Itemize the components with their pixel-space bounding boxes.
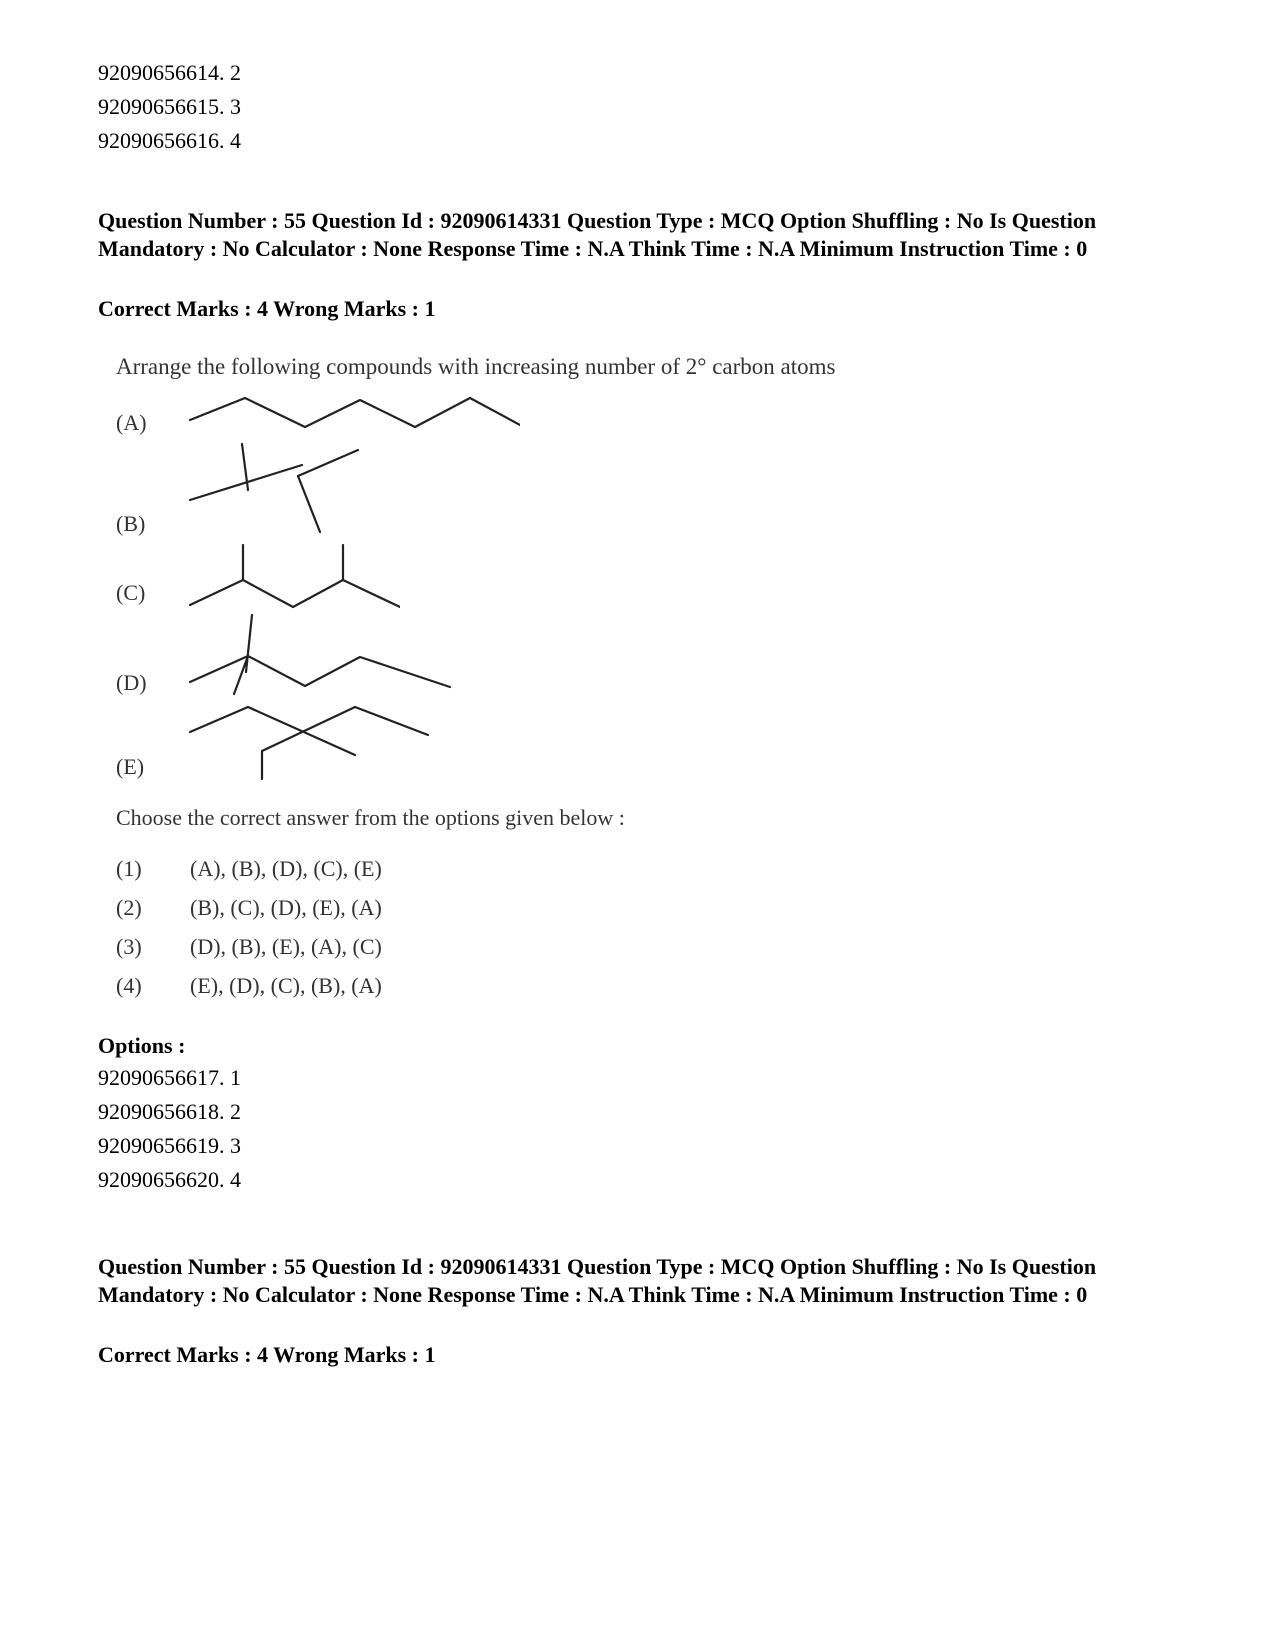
- next-question-meta: Question Number : 55 Question Id : 92090614331 Question Type : MCQ Option Shuffling : No Is Question Mandatory : No Calculator : None Response Time : N.A Think Time : N.A Minimum Instruction Time : 0: [98, 1254, 1097, 1307]
- question-meta: Question Number : 55 Question Id : 92090614331 Question Type : MCQ Option Shuffling : No Is Question Mandatory : No Calculator : None Response Time : N.A Think Time : N.A Minimum Instruction Time : 0: [98, 208, 1097, 261]
- compound-label-b: (B): [116, 511, 146, 536]
- option-1: 92090656617. 1: [98, 1065, 241, 1090]
- compound-label-e: (E): [116, 754, 145, 779]
- option-3: 92090656619. 3: [98, 1133, 241, 1158]
- prev-option-2: 92090656615. 3: [98, 94, 241, 119]
- compound-label-d: (D): [116, 670, 147, 695]
- structure-b: [180, 440, 380, 540]
- compound-label-c: (C): [116, 580, 146, 605]
- structure-c: [180, 540, 400, 610]
- structure-e: [180, 700, 440, 780]
- prev-option-1: 92090656614. 2: [98, 60, 241, 85]
- compound-label-a: (A): [116, 410, 147, 435]
- next-question-marks: Correct Marks : 4 Wrong Marks : 1: [98, 1342, 436, 1367]
- prev-option-3: 92090656616. 4: [98, 128, 241, 153]
- answer-instruction: Choose the correct answer from the options given below :: [116, 805, 625, 830]
- answer-text: (B), (C), (D), (E), (A): [190, 895, 382, 920]
- option-2: 92090656618. 2: [98, 1099, 241, 1124]
- answer-number: (4): [116, 973, 142, 998]
- options-heading: Options :: [98, 1033, 186, 1058]
- option-4: 92090656620. 4: [98, 1167, 241, 1192]
- answer-number: (2): [116, 895, 142, 920]
- answer-text: (A), (B), (D), (C), (E): [190, 856, 382, 881]
- answer-number: (3): [116, 934, 142, 959]
- structure-a: [180, 390, 520, 440]
- answer-text: (D), (B), (E), (A), (C): [190, 934, 382, 959]
- structure-d: [180, 612, 460, 712]
- answer-number: (1): [116, 856, 142, 881]
- question-stem: Arrange the following compounds with increasing number of 2° carbon atoms: [116, 354, 836, 379]
- question-marks: Correct Marks : 4 Wrong Marks : 1: [98, 296, 436, 321]
- answer-text: (E), (D), (C), (B), (A): [190, 973, 382, 998]
